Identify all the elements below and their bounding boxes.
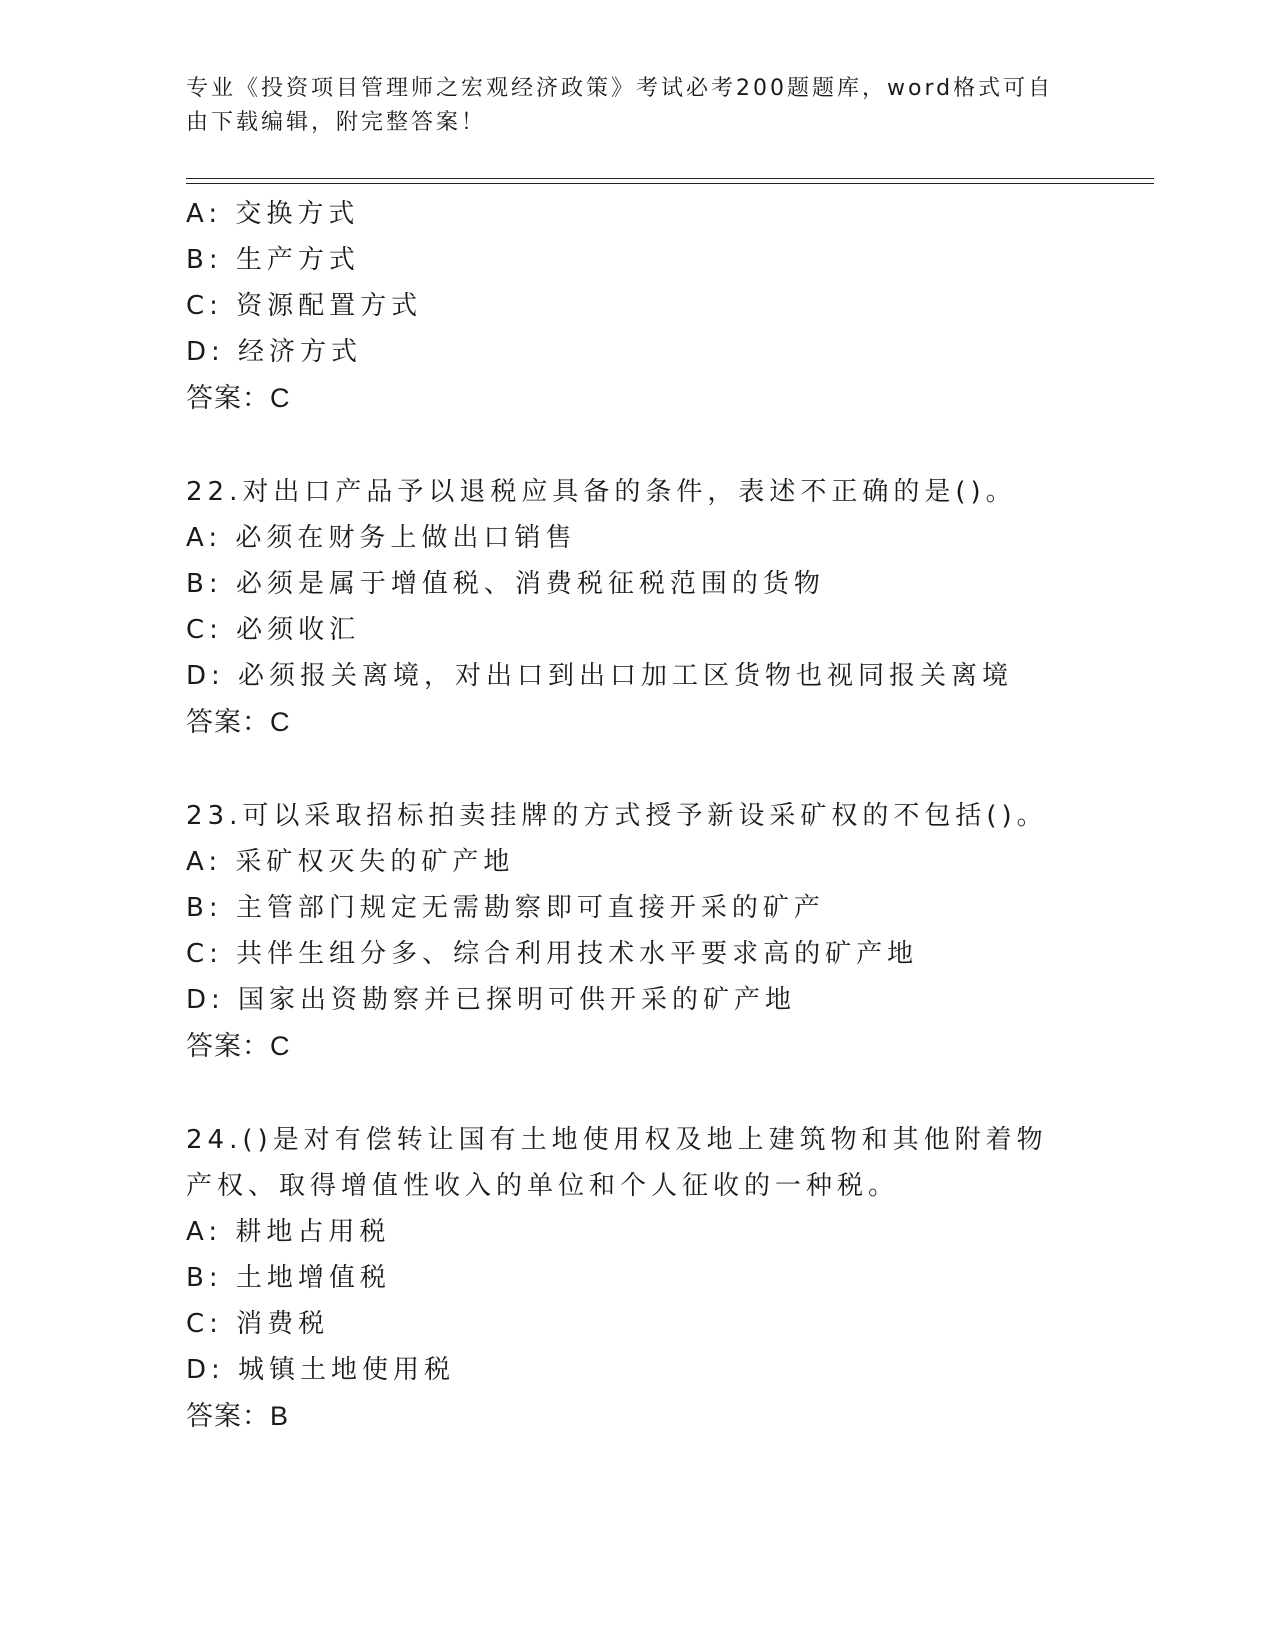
option-c: C: 资源配置方式 — [186, 291, 423, 321]
option-a: A: 采矿权灭失的矿产地 — [186, 847, 515, 877]
option-c: C: 必须收汇 — [186, 615, 361, 645]
option-d: D: 国家出资勘察并已探明可供开采的矿产地 — [186, 985, 797, 1015]
answer-line: 答案：C — [186, 1031, 291, 1061]
option-d: D: 经济方式 — [186, 337, 363, 367]
option-d: D: 城镇土地使用税 — [186, 1355, 456, 1385]
option-d: D: 必须报关离境，对出口到出口加工区货物也视同报关离境 — [186, 661, 1014, 691]
document-header: 专业《投资项目管理师之宏观经济政策》考试必考200题题库，word格式可自由下载编辑，附完整答案！ — [186, 76, 1054, 135]
option-c: C: 共伴生组分多、综合利用技术水平要求高的矿产地 — [186, 939, 919, 969]
option-b: B: 生产方式 — [186, 245, 360, 275]
question-text: 22.对出口产品予以退税应具备的条件，表述不正确的是()。 — [186, 477, 1017, 507]
option-a: A: 耕地占用税 — [186, 1217, 391, 1247]
option-b: B: 主管部门规定无需勘察即可直接开采的矿产 — [186, 893, 825, 923]
question-content — [186, 191, 1126, 1439]
question-block-23 — [186, 793, 1126, 1069]
answer-line: 答案：B — [186, 1401, 290, 1431]
question-block-22 — [186, 469, 1126, 745]
question-text: 24.()是对有偿转让国有土地使用权及地上建筑物和其他附着物产权、取得增值性收入的单位和个人征收的一种税。 — [186, 1125, 1048, 1201]
header-divider-line — [186, 178, 1154, 179]
option-b: B: 必须是属于增值税、消费税征税范围的货物 — [186, 569, 825, 599]
option-a: A: 必须在财务上做出口销售 — [186, 523, 577, 553]
option-b: B: 土地增值税 — [186, 1263, 391, 1293]
question-block-21-options — [186, 191, 1126, 421]
option-a: A: 交换方式 — [186, 199, 360, 229]
header-divider-line-double — [186, 183, 1154, 184]
answer-line: 答案：C — [186, 383, 291, 413]
question-text: 23.可以采取招标拍卖挂牌的方式授予新设采矿权的不包括()。 — [186, 801, 1048, 831]
option-c: C: 消费税 — [186, 1309, 330, 1339]
question-block-24 — [186, 1117, 1126, 1439]
answer-line: 答案：C — [186, 707, 291, 737]
